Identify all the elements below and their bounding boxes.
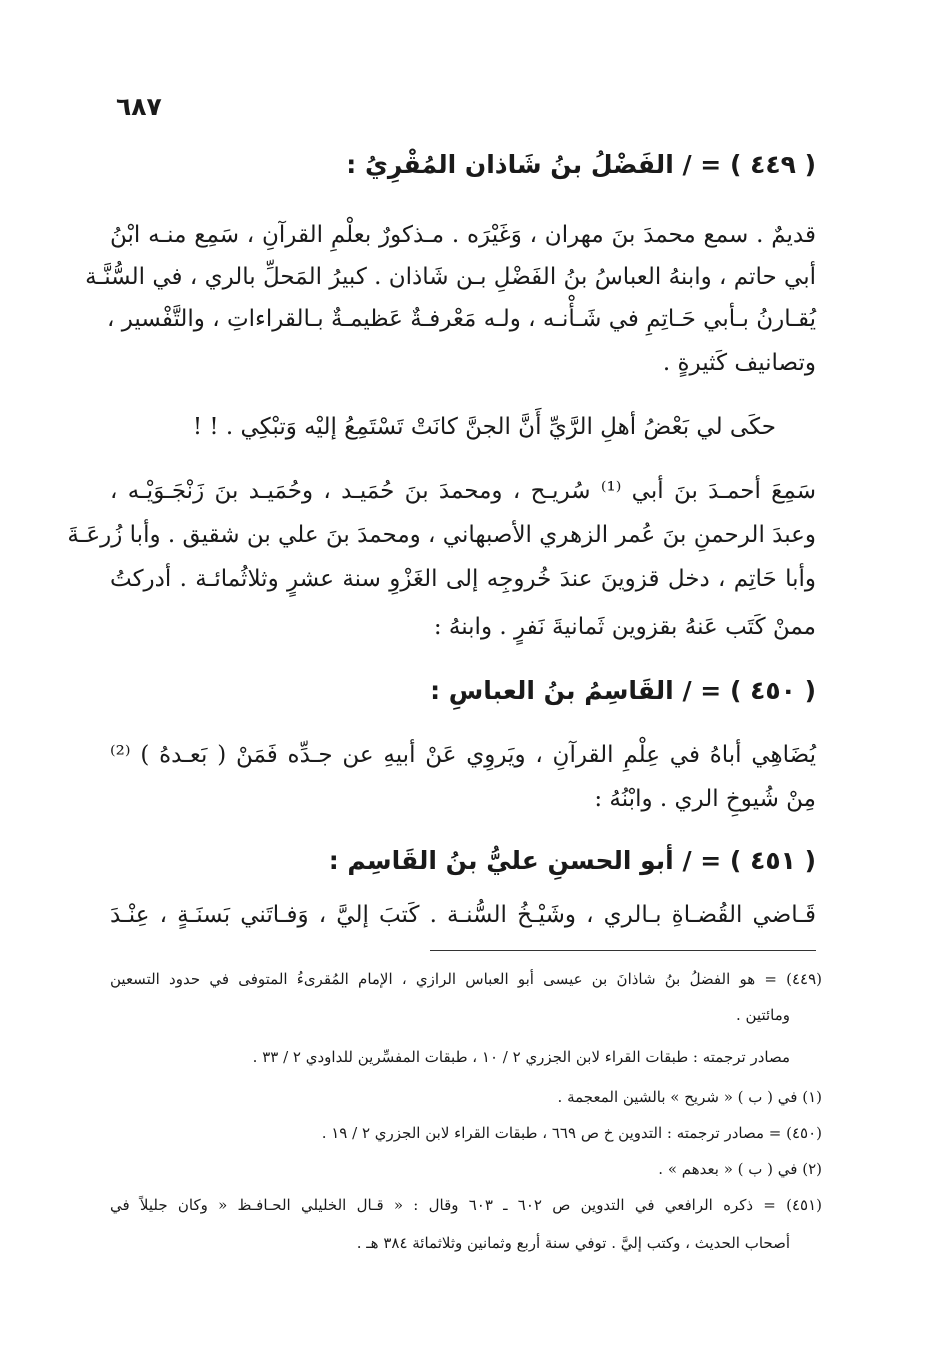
footnote-450-sources: (٤٥٠) = مصادر ترجمته : التدوين خ ص ٦٦٩ ، طبقات القراء لابن الجزري ٢ / ١٩ . (321, 1124, 822, 1142)
footnote-1: (١) في ( ب ) « شريح » بالشين المعجمة . (557, 1088, 822, 1106)
entry-449-line-3: يُقـارنُ بـأبي حَـاتِمِ في شَـأْنـه ، ولـه مَعْرفـةٌ عَظيمـةٌ بـالقراءاتِ ، والتَّفْسير ، (106, 306, 816, 332)
entry-449-heading: ( ٤٤٩ ) = / الفَضْلُ بنُ شَاذان المُقْرِيُ : (346, 150, 816, 179)
entry-450-heading: ( ٤٥٠ ) = / القَاسِمُ بنُ العباسِ : (430, 676, 816, 705)
entry-449-line-1: قديمٌ . سمع محمدَ بنَ مهران ، وَغَيْرَه . مـذكورٌ بعلْمِ القرآنِ ، سَمِع منـه ابْنُ (110, 222, 816, 248)
entry-450-line-1: يُضَاهِي أباهُ في عِلْمِ القرآنِ ، ويَروِي عَنْ أبيهِ عن جـدِّه فَمَنْ ( بَعـدهُ ) ⁽²⁾ (110, 742, 816, 768)
footnote-2: (٢) في ( ب ) « بعدهم » . (658, 1160, 822, 1178)
footnote-449-line-2: ومائتين . (735, 1006, 790, 1024)
footnote-451-line-1: (٤٥١) = ذكره الرافعي في التدوين ص ٦٠٢ ـ ٦٠٣ وقال : « قـال الخليلي الحـافـظ « وكان جليلاً في (110, 1196, 822, 1214)
para2-line-2: وعبدَ الرحمنِ بنَ عُمر الزهري الأصبهاني ، ومحمدَ بنَ علي بن شقيق . وأبا زُرعَـةَ (67, 522, 816, 548)
entry-449-line-2: أبي حاتم ، وابنهُ العباسُ بنُ الفَضْلِ بـن شَاذان . كبيرُ المَحلِّ بالري ، في السُّنَّـة (85, 264, 816, 290)
entry-451-line-1: قَـاضي القُضـاةِ بـالري ، وشَيْـخُ السُّنـة . كَتبَ إليَّ ، وَفـاتَني بَسنَـةٍ ، عِنْـدَ (110, 902, 816, 928)
footnote-451-line-2: أصحاب الحديث ، وكتب إليَّ . توفي سنة أربع وثمانين وثلاثمائة ٣٨٤ هـ . (356, 1234, 790, 1252)
entry-451-heading: ( ٤٥١ ) = / أبو الحسنِ عليُّ بنُ القَاسِم : (328, 846, 816, 875)
entry-450-line-2: مِنْ شُيوخِ الري . وابْنُهُ : (594, 786, 816, 812)
story-line: حكَى لي بَعْضُ أهلِ الرَّيِّ أَنَّ الجنَّ كانَتْ تَسْتَمِعُ إليْه وَتبْكِي . ! ! (192, 414, 776, 440)
footnote-divider (430, 950, 816, 951)
footnote-449-sources: مصادر ترجمته : طبقات القراء لابن الجزري ٢ / ١٠ ، طبقات المفسِّرين للداودي ٢ / ٣٣ . (252, 1048, 790, 1066)
entry-449-line-4: وتصانيف كَثيرةٍ . (662, 350, 816, 376)
page-number: ٦٨٧ (116, 92, 162, 121)
para2-line-4: ممنْ كَتَب عَنهُ بقزوين ثَمانيةَ نَفرٍ . وابنهُ : (433, 614, 816, 640)
para2-line-3: وأبا حَاتِم ، دخل قزوينَ عندَ خُروجِه إلى الغَزْوِ سنة عشرٍ وثلاثُمائـة . أدركتُ (110, 566, 816, 592)
para2-line-1: سَمِعَ أحمـدَ بنَ أبي ⁽¹⁾ سُريـح ، ومحمدَ بنَ حُمَيـد ، وحُمَيـد بنَ زَنْجَـوَيْـه ، (110, 478, 816, 504)
footnote-449-line-1: (٤٤٩) = هو الفضلُ بنُ شاذانَ بن عيسى أبو العباس الرازي ، الإمام المُقرىءُ المتوفى في حدود التسعين (110, 970, 822, 988)
